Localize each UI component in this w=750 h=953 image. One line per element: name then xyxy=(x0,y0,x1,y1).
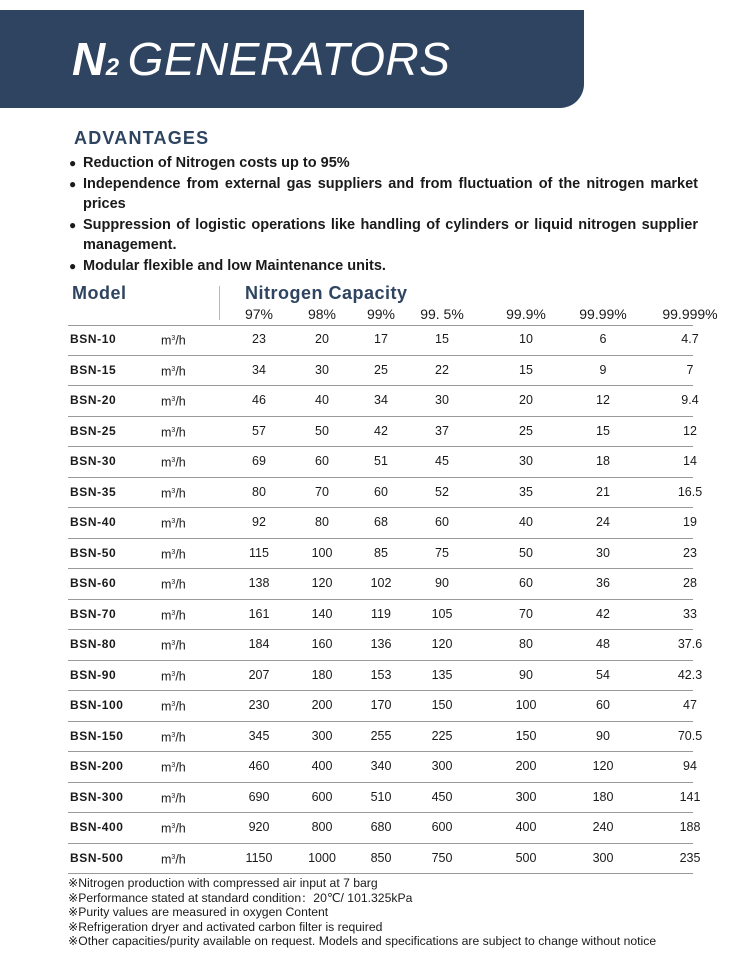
capacity-cell: 23 xyxy=(683,545,697,560)
table-row xyxy=(68,325,699,356)
capacity-cell: 33 xyxy=(683,606,697,621)
capacity-cell: 25 xyxy=(374,362,388,377)
unit-exponent: 3 xyxy=(171,579,176,586)
capacity-column-header: Nitrogen Capacity xyxy=(245,283,408,303)
capacity-cell: 30 xyxy=(596,545,610,560)
capacity-cell: 60 xyxy=(435,515,449,529)
purity-header: 97% xyxy=(244,306,274,322)
capacity-cell: 4.7 xyxy=(681,332,699,346)
capacity-cell: 21 xyxy=(596,484,610,499)
capacity-cell: 30 xyxy=(435,393,449,407)
capacity-cell: 51 xyxy=(374,454,388,468)
capacity-cell: 20 xyxy=(315,332,329,346)
model-cell: BSN-25 xyxy=(70,423,117,438)
capacity-cell: 345 xyxy=(248,728,270,743)
capacity-cell: 1150 xyxy=(245,850,273,865)
footnote: ※Other capacities/purity available on request. Models and specifications are subject to change without notice xyxy=(68,934,657,949)
unit-suffix: /h xyxy=(175,669,186,684)
capacity-cell: 240 xyxy=(592,820,614,834)
unit-suffix: /h xyxy=(175,333,186,348)
table-row xyxy=(68,813,701,844)
capacity-cell: 40 xyxy=(519,515,533,529)
unit-exponent: 3 xyxy=(171,335,176,342)
capacity-cell: 135 xyxy=(431,667,453,682)
model-cell: BSN-200 xyxy=(70,759,124,773)
capacity-cell: 136 xyxy=(370,637,392,651)
capacity-cell: 18 xyxy=(596,454,610,468)
capacity-cell: 70 xyxy=(315,484,329,499)
unit-cell xyxy=(161,478,186,509)
capacity-cell: 188 xyxy=(679,820,701,834)
footnote: ※Refrigeration dryer and activated carbon filter is required xyxy=(68,919,383,934)
unit-exponent: 3 xyxy=(171,823,176,830)
capacity-cell: 94 xyxy=(683,759,697,773)
capacity-cell: 15 xyxy=(596,423,610,438)
table-row xyxy=(68,752,697,783)
unit-suffix: /h xyxy=(175,852,186,867)
unit-cell xyxy=(161,417,186,448)
footnote: ※Nitrogen production with compressed air input at 7 barg xyxy=(68,876,378,890)
capacity-cell: 138 xyxy=(248,576,270,590)
capacity-cell: 300 xyxy=(311,728,333,743)
model-cell: BSN-20 xyxy=(70,393,117,407)
purity-header: 99% xyxy=(366,306,396,322)
advantage-item xyxy=(68,215,698,256)
advantages-list xyxy=(68,153,698,276)
capacity-cell: 102 xyxy=(370,576,392,590)
capacity-cell: 340 xyxy=(370,759,392,773)
capacity-cell: 235 xyxy=(679,850,701,865)
advantage-text: Suppression of logistic operations like handling of cylinders or liquid nitrogen supplier management. xyxy=(83,216,698,253)
model-cell: BSN-90 xyxy=(70,667,117,682)
table-row xyxy=(68,600,697,631)
capacity-cell: 300 xyxy=(592,850,614,865)
unit-exponent: 3 xyxy=(171,518,176,525)
capacity-cell: 300 xyxy=(431,759,453,773)
unit-cell xyxy=(161,630,186,661)
table-row xyxy=(68,417,697,448)
capacity-cell: 80 xyxy=(519,637,533,651)
capacity-cell: 750 xyxy=(431,850,453,865)
unit-base: m xyxy=(161,852,172,867)
capacity-cell: 37 xyxy=(435,423,449,438)
capacity-cell: 120 xyxy=(592,759,614,773)
table-row xyxy=(68,386,699,417)
capacity-cell: 225 xyxy=(431,728,453,743)
capacity-cell: 22 xyxy=(435,362,449,377)
capacity-cell: 800 xyxy=(311,820,333,834)
unit-exponent: 3 xyxy=(171,731,176,739)
capacity-cell: 54 xyxy=(596,667,610,682)
capacity-cell: 120 xyxy=(311,576,333,590)
title-banner xyxy=(0,10,584,108)
advantage-text: Modular flexible and low Maintenance units. xyxy=(83,257,386,274)
capacity-cell: 47 xyxy=(683,698,697,712)
unit-cell xyxy=(161,661,186,692)
capacity-cell: 600 xyxy=(311,789,333,804)
model-cell: BSN-15 xyxy=(70,362,117,377)
capacity-cell: 207 xyxy=(248,667,270,682)
purity-header: 99.999% xyxy=(662,306,718,322)
capacity-cell: 153 xyxy=(370,667,392,682)
capacity-cell: 450 xyxy=(431,789,453,804)
capacity-cell: 20 xyxy=(519,393,533,407)
capacity-cell: 80 xyxy=(315,515,329,529)
advantage-text: Reduction of Nitrogen costs up to 95% xyxy=(83,155,350,171)
capacity-cell: 60 xyxy=(374,484,388,499)
unit-cell xyxy=(161,539,186,570)
unit-cell xyxy=(161,691,186,722)
advantages-heading: ADVANTAGES xyxy=(74,128,210,148)
table-row xyxy=(68,539,697,570)
unit-base: m xyxy=(161,669,172,684)
table-row xyxy=(68,356,693,387)
table-row xyxy=(68,844,701,875)
capacity-cell: 75 xyxy=(435,545,449,560)
unit-suffix: /h xyxy=(175,821,186,836)
capacity-cell: 40 xyxy=(315,393,329,407)
unit-suffix: /h xyxy=(175,425,186,440)
unit-exponent: 3 xyxy=(171,701,176,708)
model-cell: BSN-70 xyxy=(70,606,117,621)
capacity-cell: 850 xyxy=(370,850,392,865)
unit-cell xyxy=(161,386,186,417)
unit-suffix: /h xyxy=(175,516,186,531)
capacity-cell: 14 xyxy=(683,454,697,468)
purity-header: 99. 5% xyxy=(420,306,464,322)
capacity-cell: 160 xyxy=(311,637,333,651)
capacity-cell: 92 xyxy=(252,515,266,529)
unit-suffix: /h xyxy=(175,486,186,501)
unit-exponent: 3 xyxy=(171,640,176,647)
bullet-icon: ● xyxy=(69,217,77,232)
advantage-item xyxy=(68,174,698,215)
model-cell: BSN-60 xyxy=(70,576,117,590)
capacity-table xyxy=(68,325,703,874)
unit-cell xyxy=(161,844,186,875)
bullet-icon: ● xyxy=(69,176,77,191)
unit-cell xyxy=(161,325,186,356)
capacity-cell: 60 xyxy=(596,698,610,712)
unit-cell xyxy=(161,813,186,844)
capacity-cell: 69 xyxy=(252,454,266,468)
capacity-cell: 45 xyxy=(435,454,449,468)
unit-suffix: /h xyxy=(175,760,186,775)
unit-cell xyxy=(161,600,186,631)
footnote: ※Purity values are measured in oxygen Content xyxy=(68,905,329,920)
title-subscript: 2 xyxy=(105,54,120,81)
capacity-cell: 90 xyxy=(596,728,610,743)
table-row xyxy=(68,691,697,722)
capacity-cell: 24 xyxy=(596,515,610,529)
unit-cell xyxy=(161,722,186,753)
advantage-text: Independence from external gas suppliers and from fluctuation of the nitrogen market prices xyxy=(83,175,698,212)
table-row xyxy=(68,447,697,478)
table-row xyxy=(68,661,703,692)
purity-header: 98% xyxy=(307,306,337,322)
unit-suffix: /h xyxy=(175,455,186,470)
capacity-cell: 510 xyxy=(370,789,392,804)
purity-header: 99.99% xyxy=(579,306,627,322)
capacity-cell: 460 xyxy=(248,759,270,773)
title-symbol: N xyxy=(72,33,106,85)
model-cell: BSN-40 xyxy=(70,515,117,529)
capacity-cell: 200 xyxy=(311,698,333,712)
capacity-cell: 19 xyxy=(683,515,697,529)
model-cell: BSN-100 xyxy=(70,698,124,712)
capacity-cell: 50 xyxy=(519,545,533,560)
capacity-cell: 12 xyxy=(596,393,610,407)
capacity-cell: 200 xyxy=(515,759,537,773)
capacity-cell: 48 xyxy=(596,637,610,651)
unit-cell xyxy=(161,356,186,387)
capacity-cell: 42.3 xyxy=(677,667,703,682)
unit-suffix: /h xyxy=(175,730,186,745)
capacity-cell: 60 xyxy=(519,576,533,590)
model-cell: BSN-150 xyxy=(70,728,124,743)
capacity-cell: 150 xyxy=(515,728,537,743)
capacity-cell: 690 xyxy=(248,789,270,804)
capacity-cell: 100 xyxy=(515,698,537,712)
bullet-icon: ● xyxy=(69,258,77,273)
capacity-cell: 15 xyxy=(519,362,533,377)
unit-exponent: 3 xyxy=(171,487,176,495)
unit-suffix: /h xyxy=(175,699,186,714)
table-row xyxy=(68,508,697,539)
footnotes xyxy=(68,876,708,949)
capacity-cell: 1000 xyxy=(308,850,336,865)
model-cell: BSN-30 xyxy=(70,454,117,468)
capacity-cell: 15 xyxy=(435,332,449,346)
bullet-icon: ● xyxy=(69,156,77,170)
capacity-cell: 105 xyxy=(431,606,453,621)
model-column-header: Model xyxy=(72,283,127,303)
unit-base: m xyxy=(161,486,172,501)
capacity-cell: 400 xyxy=(311,759,333,773)
capacity-cell: 42 xyxy=(374,423,388,438)
unit-exponent: 3 xyxy=(171,853,176,861)
capacity-cell: 36 xyxy=(596,576,610,590)
capacity-cell: 500 xyxy=(515,850,537,865)
unit-suffix: /h xyxy=(175,394,186,409)
unit-cell xyxy=(161,569,186,600)
unit-base: m xyxy=(161,547,172,562)
capacity-cell: 28 xyxy=(683,576,697,590)
unit-cell xyxy=(161,752,186,783)
unit-base: m xyxy=(161,760,172,775)
capacity-cell: 141 xyxy=(679,789,701,804)
unit-exponent: 3 xyxy=(171,792,176,800)
capacity-cell: 170 xyxy=(370,698,392,712)
capacity-cell: 42 xyxy=(596,606,610,621)
table-row xyxy=(68,630,703,661)
unit-base: m xyxy=(161,608,172,623)
unit-base: m xyxy=(161,791,172,806)
page-title xyxy=(72,32,450,86)
unit-base: m xyxy=(161,364,172,379)
capacity-cell: 140 xyxy=(311,606,333,621)
capacity-cell: 680 xyxy=(370,820,392,834)
unit-exponent: 3 xyxy=(171,426,176,434)
capacity-cell: 255 xyxy=(370,728,392,743)
capacity-cell: 12 xyxy=(683,423,697,438)
capacity-cell: 50 xyxy=(315,423,329,438)
unit-suffix: /h xyxy=(175,791,186,806)
capacity-cell: 30 xyxy=(315,362,329,377)
unit-suffix: /h xyxy=(175,577,186,592)
unit-exponent: 3 xyxy=(171,365,176,373)
capacity-cell: 150 xyxy=(431,698,453,712)
capacity-cell: 17 xyxy=(374,332,388,346)
capacity-cell: 90 xyxy=(435,576,449,590)
unit-cell xyxy=(161,783,186,814)
table-row xyxy=(68,783,701,814)
model-cell: BSN-300 xyxy=(70,789,124,804)
model-cell: BSN-400 xyxy=(70,820,124,834)
capacity-cell: 100 xyxy=(311,545,333,560)
unit-suffix: /h xyxy=(175,608,186,623)
capacity-cell: 16.5 xyxy=(677,484,703,499)
capacity-cell: 300 xyxy=(515,789,537,804)
table-row xyxy=(68,722,703,753)
unit-exponent: 3 xyxy=(171,609,176,617)
purity-header: 99.9% xyxy=(506,306,546,322)
unit-base: m xyxy=(161,577,172,592)
capacity-cell: 30 xyxy=(519,454,533,468)
capacity-cell: 60 xyxy=(315,454,329,468)
model-cell: BSN-35 xyxy=(70,484,117,499)
capacity-cell: 400 xyxy=(515,820,537,834)
unit-base: m xyxy=(161,821,172,836)
capacity-cell: 10 xyxy=(519,332,533,346)
capacity-cell: 34 xyxy=(252,362,266,377)
capacity-cell: 9 xyxy=(599,362,607,377)
capacity-cell: 68 xyxy=(374,515,388,529)
model-cell: BSN-50 xyxy=(70,545,117,560)
capacity-cell: 180 xyxy=(592,789,614,804)
unit-base: m xyxy=(161,638,172,653)
capacity-cell: 46 xyxy=(252,393,266,407)
unit-base: m xyxy=(161,425,172,440)
title-text: GENERATORS xyxy=(127,33,451,85)
unit-base: m xyxy=(161,730,172,745)
unit-exponent: 3 xyxy=(171,670,176,678)
unit-base: m xyxy=(161,333,172,348)
unit-base: m xyxy=(161,455,172,470)
capacity-cell: 35 xyxy=(519,484,533,499)
unit-suffix: /h xyxy=(175,547,186,562)
capacity-cell: 6 xyxy=(599,332,607,346)
capacity-cell: 230 xyxy=(248,698,270,712)
capacity-cell: 37.6 xyxy=(677,637,703,651)
model-cell: BSN-500 xyxy=(70,850,124,865)
unit-base: m xyxy=(161,394,172,409)
table-row xyxy=(68,478,703,509)
capacity-cell: 80 xyxy=(252,484,266,499)
capacity-cell: 90 xyxy=(519,667,533,682)
unit-suffix: /h xyxy=(175,364,186,379)
unit-exponent: 3 xyxy=(171,548,176,556)
unit-cell xyxy=(161,508,186,539)
capacity-cell: 9.4 xyxy=(681,393,699,407)
capacity-cell: 52 xyxy=(435,484,449,499)
capacity-cell: 23 xyxy=(252,332,266,346)
model-cell: BSN-10 xyxy=(70,332,117,346)
capacity-cell: 57 xyxy=(252,423,266,438)
unit-exponent: 3 xyxy=(171,457,176,464)
advantage-item xyxy=(68,153,698,174)
unit-exponent: 3 xyxy=(171,762,176,769)
unit-base: m xyxy=(161,699,172,714)
unit-base: m xyxy=(161,516,172,531)
capacity-cell: 25 xyxy=(519,423,533,438)
unit-cell xyxy=(161,447,186,478)
capacity-cell: 161 xyxy=(248,606,270,621)
advantage-item xyxy=(68,256,698,277)
model-cell: BSN-80 xyxy=(70,637,117,651)
capacity-cell: 70.5 xyxy=(677,728,703,743)
capacity-cell: 920 xyxy=(248,820,270,834)
capacity-cell: 85 xyxy=(374,545,388,560)
footnote: ※Performance stated at standard condition：20℃/ 101.325kPa xyxy=(68,890,413,905)
capacity-cell: 600 xyxy=(431,820,453,834)
unit-exponent: 3 xyxy=(171,396,176,403)
table-row xyxy=(68,569,697,600)
capacity-cell: 115 xyxy=(249,545,269,560)
capacity-cell: 34 xyxy=(374,393,388,407)
capacity-cell: 7 xyxy=(686,362,694,377)
capacity-cell: 119 xyxy=(371,606,391,621)
unit-suffix: /h xyxy=(175,638,186,653)
capacity-cell: 180 xyxy=(311,667,333,682)
capacity-cell: 184 xyxy=(248,637,270,651)
capacity-cell: 120 xyxy=(431,637,453,651)
capacity-cell: 70 xyxy=(519,606,533,621)
purity-header-row xyxy=(0,306,750,326)
